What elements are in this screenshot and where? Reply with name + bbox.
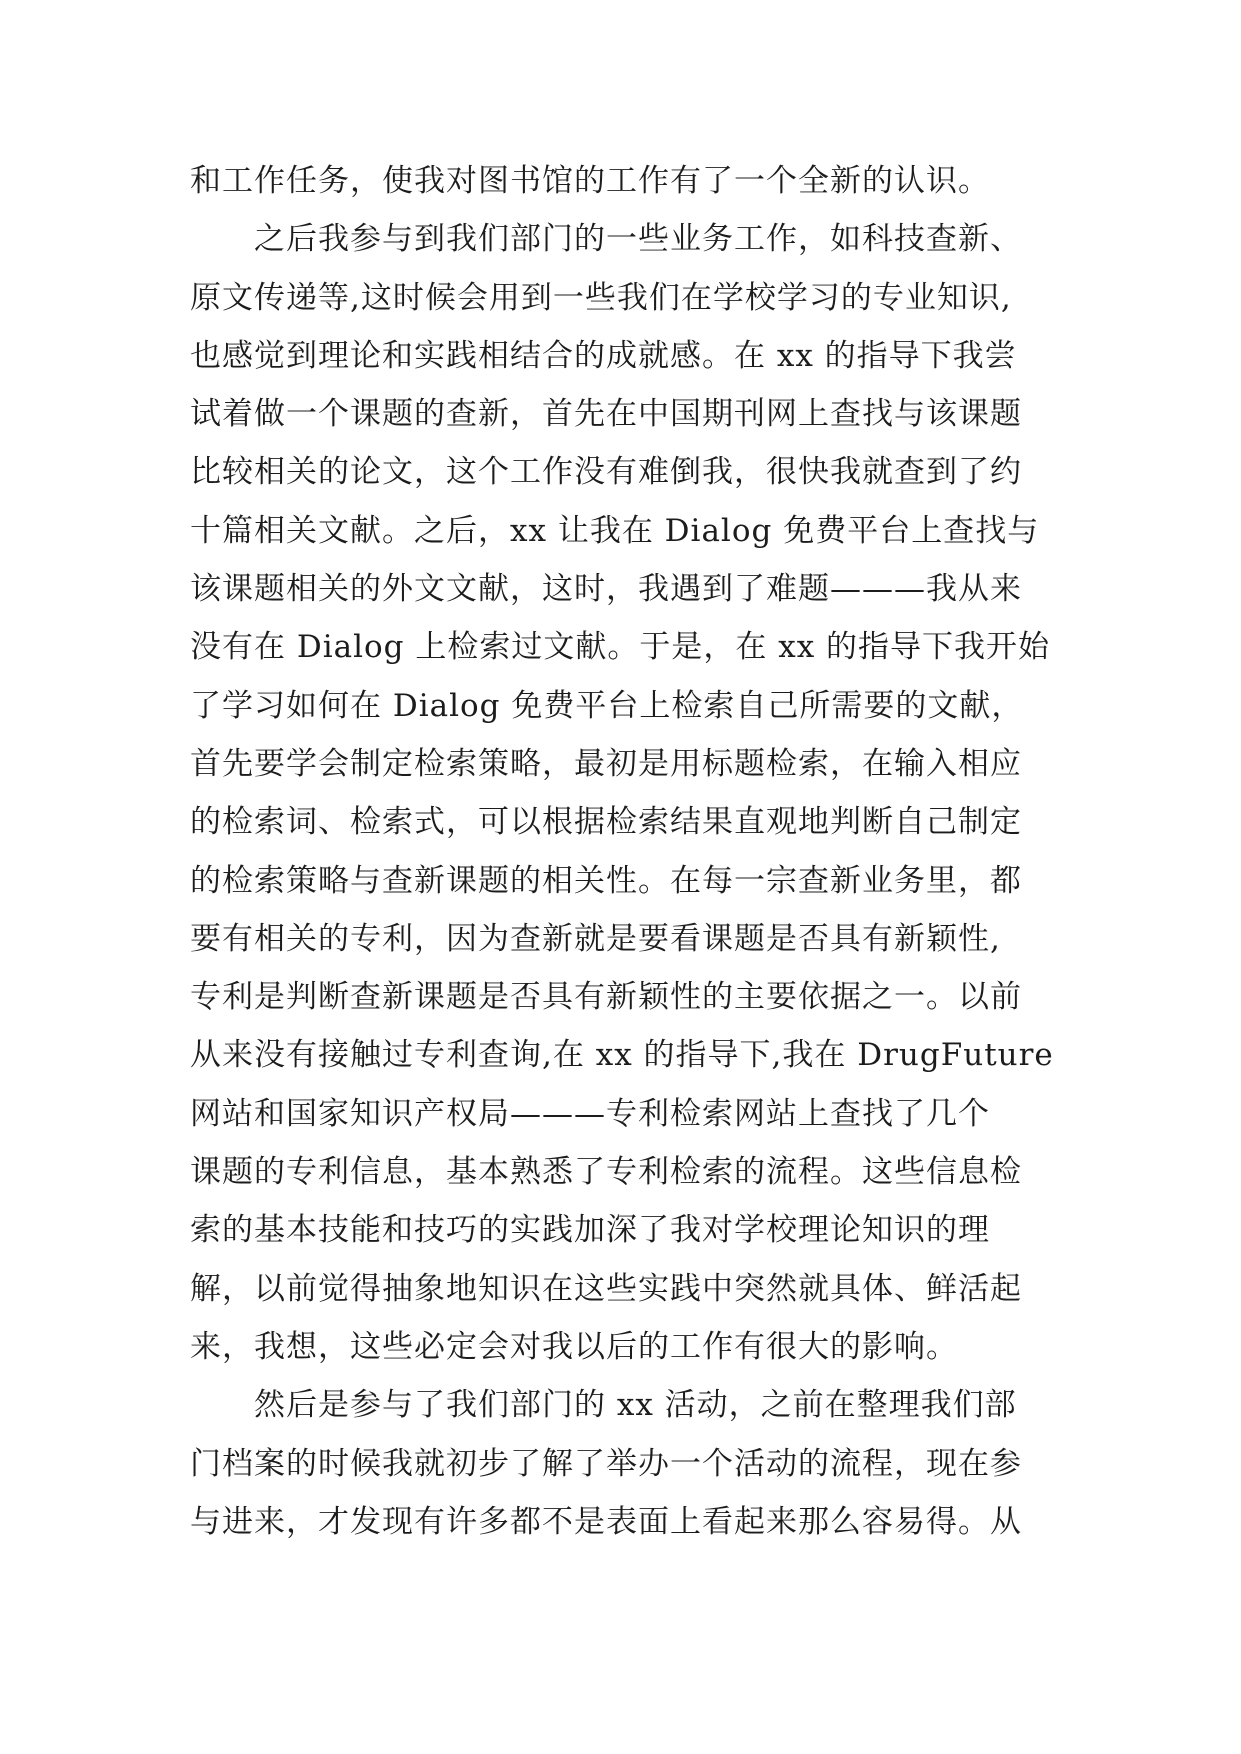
text-line: 首先要学会制定检索策略，最初是用标题检索，在输入相应 xyxy=(190,745,1022,782)
body-text xyxy=(190,152,1090,1551)
text-line: 索的基本技能和技巧的实践加深了我对学校理论知识的理 xyxy=(190,1212,990,1249)
text-line: 解，以前觉得抽象地知识在这些实践中突然就具体、鲜活起 xyxy=(190,1270,1022,1307)
paragraph-start-line: 然后是参与了我们部门的 xx 活动，之前在整理我们部 xyxy=(254,1387,1017,1424)
text-line: 专利是判断查新课题是否具有新颖性的主要依据之一。以前 xyxy=(190,979,1022,1016)
text-line: 没有在 Dialog 上检索过文献。于是，在 xx 的指导下我开始 xyxy=(190,629,1051,666)
text-line: 十篇相关文献。之后，xx 让我在 Dialog 免费平台上查找与 xyxy=(190,512,1040,549)
text-line: 原文传递等,这时候会用到一些我们在学校学习的专业知识, xyxy=(190,279,1012,316)
text-line: 也感觉到理论和实践相结合的成就感。在 xx 的指导下我尝 xyxy=(190,337,1017,374)
paragraph-start-line: 之后我参与到我们部门的一些业务工作，如科技查新、 xyxy=(254,221,1022,258)
text-line: 的检索策略与查新课题的相关性。在每一宗查新业务里，都 xyxy=(190,862,1022,899)
text-line: 网站和国家知识产权局———专利检索网站上查找了几个 xyxy=(190,1095,990,1132)
text-line: 从来没有接触过专利查询,在 xx 的指导下,我在 DrugFuture xyxy=(190,1037,1054,1074)
text-line: 试着做一个课题的查新，首先在中国期刊网上查找与该课题 xyxy=(190,396,1022,433)
text-line: 和工作任务，使我对图书馆的工作有了一个全新的认识。 xyxy=(190,163,990,199)
text-line: 要有相关的专利，因为查新就是要看课题是否具有新颖性, xyxy=(190,920,1001,957)
text-line: 与进来，才发现有许多都不是表面上看起来那么容易得。从 xyxy=(190,1503,1022,1540)
text-line: 该课题相关的外文文献，这时，我遇到了难题———我从来 xyxy=(190,571,1022,608)
text-line: 课题的专利信息，基本熟悉了专利检索的流程。这些信息检 xyxy=(190,1154,1022,1191)
text-line: 比较相关的论文，这个工作没有难倒我，很快我就查到了约 xyxy=(190,454,1022,491)
text-line: 来，我想，这些必定会对我以后的工作有很大的影响。 xyxy=(190,1328,958,1365)
text-line: 门档案的时候我就初步了解了举办一个活动的流程，现在参 xyxy=(190,1445,1022,1482)
text-line: 的检索词、检索式，可以根据检索结果直观地判断自己制定 xyxy=(190,804,1022,841)
text-line: 了学习如何在 Dialog 免费平台上检索自己所需要的文献， xyxy=(190,687,1024,724)
